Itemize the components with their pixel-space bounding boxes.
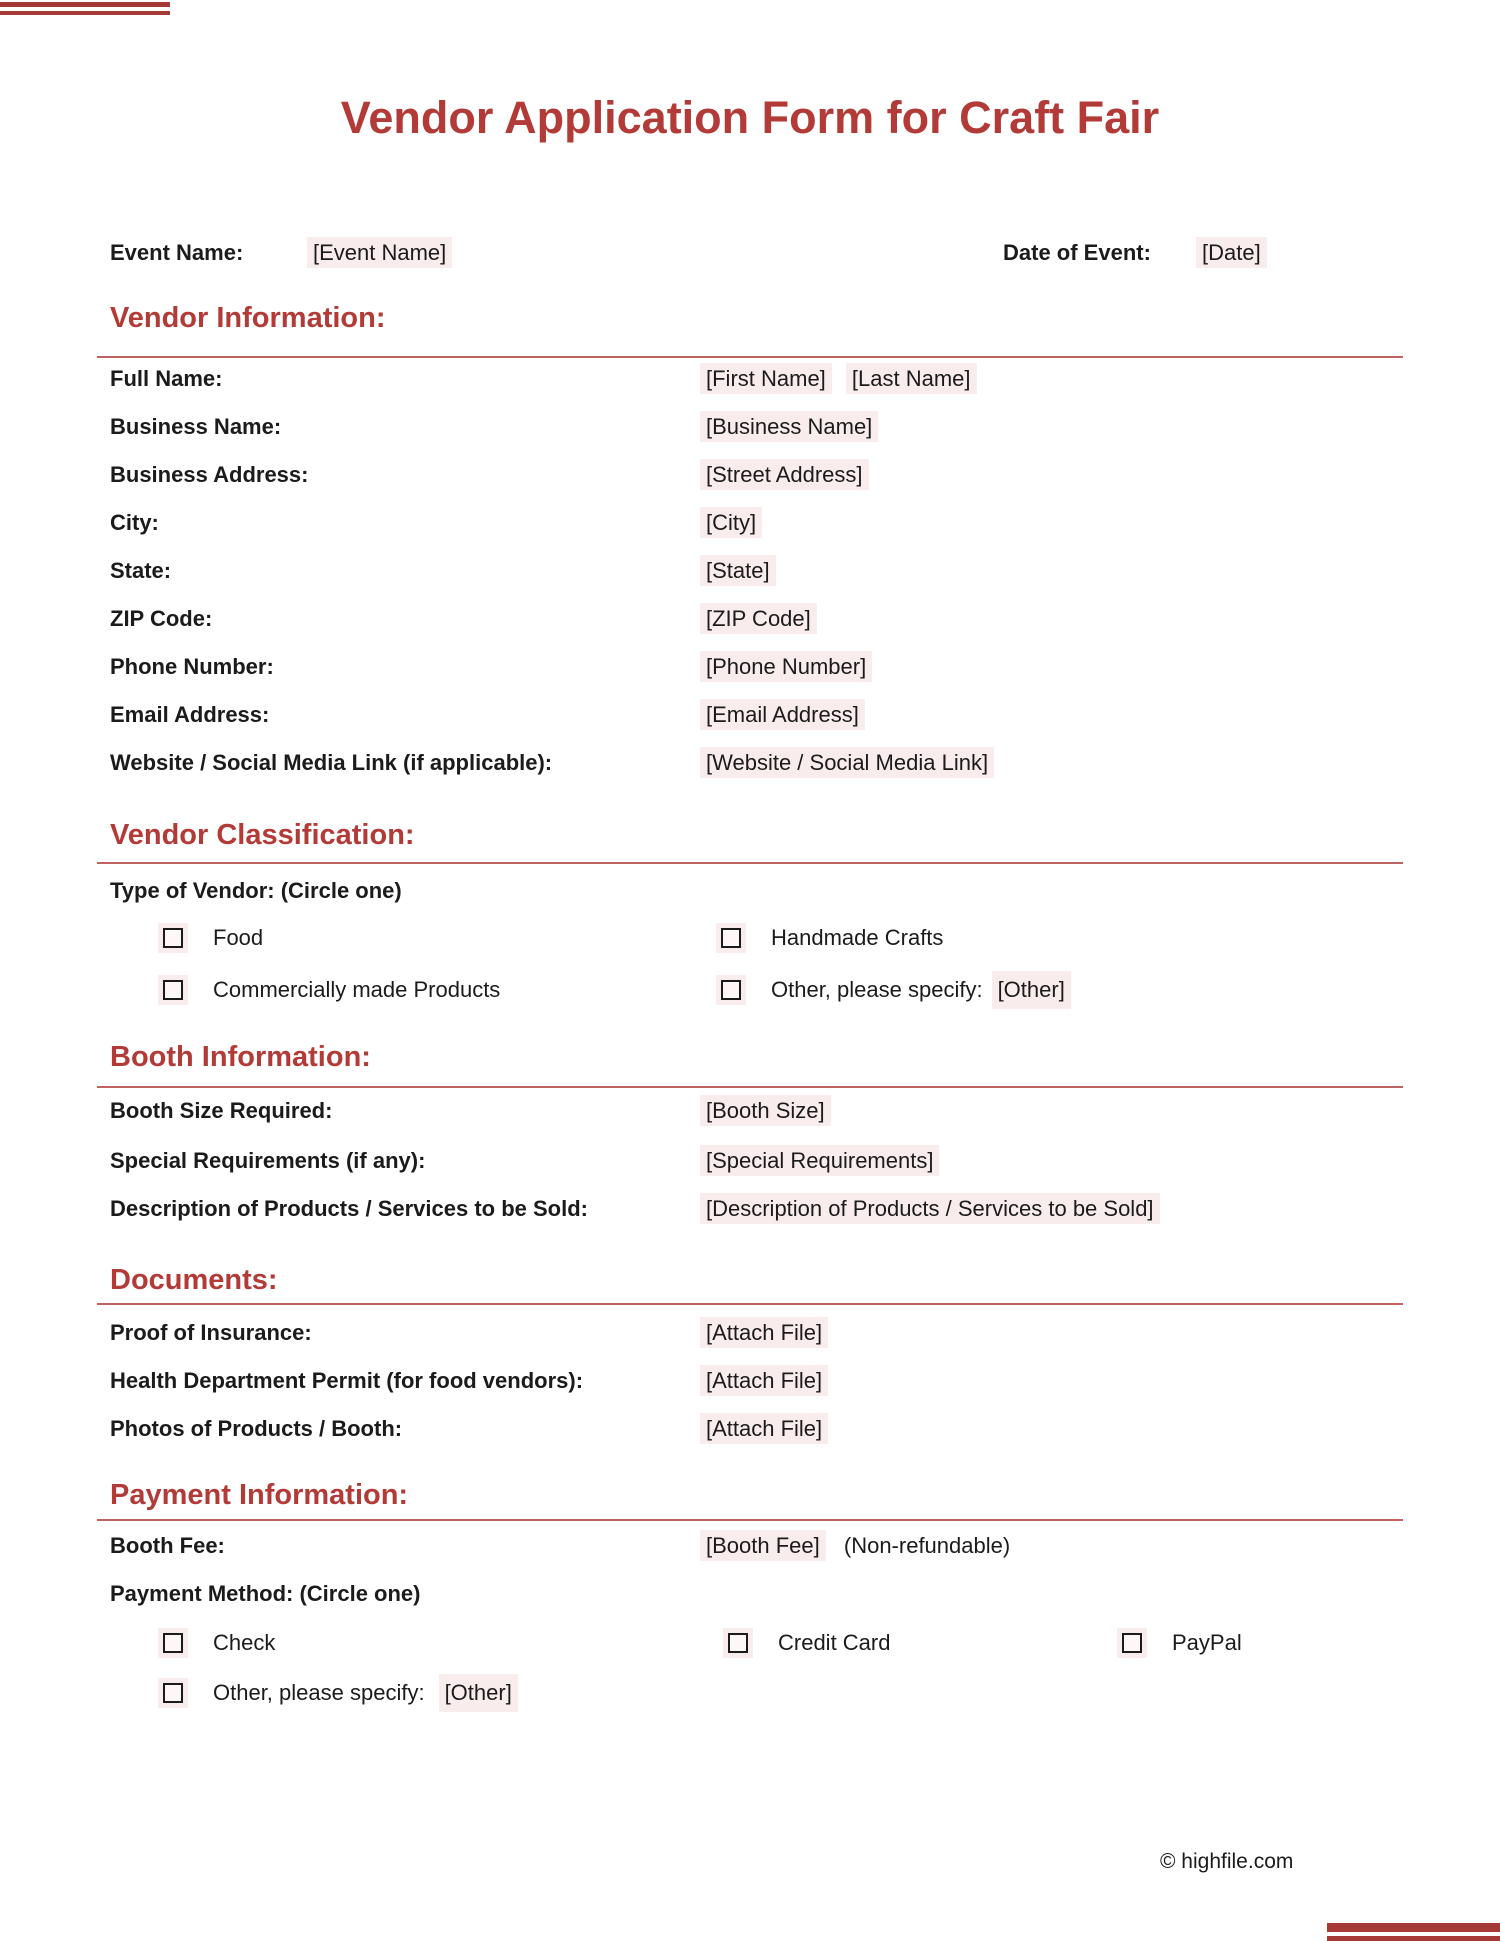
field-label-photos-booth: Photos of Products / Booth: — [110, 1416, 403, 1441]
field-label-full-name: Full Name: — [110, 366, 223, 391]
field-value-description-products[interactable]: [Description of Products / Services to be Sold] — [700, 1193, 1160, 1224]
field-value-business-name[interactable]: [Business Name] — [700, 411, 878, 442]
section-rule-payment-information — [97, 1519, 1403, 1521]
checkbox-classification-other-box — [721, 980, 741, 1000]
option-label-paypal: PayPal — [1172, 1630, 1242, 1655]
checkbox-paypal[interactable] — [1117, 1628, 1147, 1658]
field-row-website-social — [0, 747, 1500, 779]
field-label-city: City: — [110, 510, 159, 535]
checkbox-payment-other[interactable] — [158, 1678, 188, 1708]
event-name-field[interactable]: [Event Name] — [307, 237, 452, 268]
top-left-decor-bar-1 — [0, 2, 170, 7]
option-credit-card — [723, 1627, 890, 1659]
option-label-credit-card: Credit Card — [778, 1630, 891, 1655]
option-handmade-crafts — [716, 922, 943, 954]
top-left-decor-bar-2 — [0, 11, 170, 15]
field-label-phone-number: Phone Number: — [110, 654, 274, 679]
event-name-label: Event Name: — [110, 240, 244, 265]
section-heading-vendor-classification: Vendor Classification: — [110, 819, 415, 851]
option-label-handmade-crafts: Handmade Crafts — [771, 925, 944, 950]
field-label-zip-code: ZIP Code: — [110, 606, 213, 631]
option-label-commercially-made: Commercially made Products — [213, 977, 501, 1002]
field-row-phone-number — [0, 651, 1500, 683]
field-label-proof-of-insurance: Proof of Insurance: — [110, 1320, 312, 1345]
checkbox-commercially-made-box — [163, 980, 183, 1000]
checkbox-check-box — [163, 1633, 183, 1653]
field-value-email-address[interactable]: [Email Address] — [700, 699, 865, 730]
bottom-right-decor-bar-1 — [1327, 1923, 1500, 1932]
field-label-health-permit: Health Department Permit (for food vendors): — [110, 1368, 584, 1393]
option-label-check: Check — [213, 1630, 276, 1655]
checkbox-food[interactable] — [158, 923, 188, 953]
option-label-classification-other: Other, please specify: — [771, 977, 983, 1002]
option-label-food: Food — [213, 925, 264, 950]
field-value-classification-other[interactable]: [Other] — [992, 971, 1071, 1009]
field-label-booth-size: Booth Size Required: — [110, 1098, 333, 1123]
field-label-booth-fee: Booth Fee: — [110, 1533, 225, 1558]
field-value-booth-size[interactable]: [Booth Size] — [700, 1095, 831, 1126]
field-value-phone-number[interactable]: [Phone Number] — [700, 651, 872, 682]
field-label-website-social: Website / Social Media Link (if applicable): — [110, 750, 553, 775]
field-value-proof-of-insurance[interactable]: [Attach File] — [700, 1317, 828, 1348]
field-value-booth-fee[interactable]: [Booth Fee] — [700, 1530, 826, 1561]
option-commercially-made — [158, 974, 500, 1006]
event-row — [0, 237, 1500, 269]
section-rule-booth-information — [97, 1086, 1403, 1088]
option-label-payment-other: Other, please specify: — [213, 1680, 425, 1705]
field-value-zip-code[interactable]: [ZIP Code] — [700, 603, 817, 634]
field-row-email-address — [0, 699, 1500, 731]
event-date-label: Date of Event: — [1003, 240, 1151, 265]
field-value-city[interactable]: [City] — [700, 507, 762, 538]
checkbox-commercially-made[interactable] — [158, 975, 188, 1005]
option-paypal — [1117, 1627, 1242, 1659]
section-rule-vendor-information — [97, 356, 1403, 358]
field-row-proof-of-insurance — [0, 1317, 1500, 1349]
field-value-last-name[interactable]: [Last Name] — [846, 363, 977, 394]
field-value-first-name[interactable]: [First Name] — [700, 363, 832, 394]
field-label-description-products: Description of Products / Services to be Sold: — [110, 1196, 588, 1221]
section-rule-documents — [97, 1303, 1403, 1305]
section-rule-vendor-classification — [97, 862, 1403, 864]
field-row-business-address — [0, 459, 1500, 491]
field-row-photos-booth — [0, 1413, 1500, 1445]
field-row-city — [0, 507, 1500, 539]
option-check — [158, 1627, 275, 1659]
checkbox-classification-other[interactable] — [716, 975, 746, 1005]
checkbox-credit-card-box — [728, 1633, 748, 1653]
booth-fee-suffix: (Non-refundable) — [843, 1533, 1011, 1558]
field-row-full-name — [0, 363, 1500, 395]
field-value-street-address[interactable]: [Street Address] — [700, 459, 869, 490]
payment-method-row — [0, 1578, 1500, 1610]
section-heading-vendor-information: Vendor Information: — [110, 302, 386, 334]
field-label-email-address: Email Address: — [110, 702, 270, 727]
option-payment-other — [158, 1677, 518, 1709]
field-value-health-permit[interactable]: [Attach File] — [700, 1365, 828, 1396]
checkbox-check[interactable] — [158, 1628, 188, 1658]
field-label-special-requirements: Special Requirements (if any): — [110, 1148, 426, 1173]
field-row-state — [0, 555, 1500, 587]
field-value-special-requirements[interactable]: [Special Requirements] — [700, 1145, 939, 1176]
section-heading-payment-information: Payment Information: — [110, 1479, 409, 1511]
field-row-business-name — [0, 411, 1500, 443]
field-value-payment-other[interactable]: [Other] — [439, 1674, 518, 1712]
footer-credit: © highfile.com — [1160, 1850, 1294, 1873]
event-date-field[interactable]: [Date] — [1196, 237, 1267, 268]
option-food — [158, 922, 263, 954]
field-label-state: State: — [110, 558, 172, 583]
checkbox-food-box — [163, 928, 183, 948]
field-row-booth-size — [0, 1095, 1500, 1127]
section-heading-booth-information: Booth Information: — [110, 1041, 371, 1073]
checkbox-paypal-box — [1122, 1633, 1142, 1653]
field-row-special-requirements — [0, 1145, 1500, 1177]
field-row-health-permit — [0, 1365, 1500, 1397]
section-heading-documents: Documents: — [110, 1264, 278, 1296]
checkbox-credit-card[interactable] — [723, 1628, 753, 1658]
field-label-business-name: Business Name: — [110, 414, 282, 439]
field-value-state[interactable]: [State] — [700, 555, 776, 586]
checkbox-handmade-crafts-box — [721, 928, 741, 948]
field-label-business-address: Business Address: — [110, 462, 309, 487]
type-of-vendor-label: Type of Vendor: (Circle one) — [110, 878, 402, 903]
option-classification-other — [716, 974, 1071, 1006]
field-row-zip-code — [0, 603, 1500, 635]
field-value-photos-booth[interactable]: [Attach File] — [700, 1413, 828, 1444]
page-title: Vendor Application Form for Craft Fair — [340, 92, 1160, 143]
field-value-website-social[interactable]: [Website / Social Media Link] — [700, 747, 994, 778]
field-row-booth-fee — [0, 1530, 1500, 1562]
checkbox-handmade-crafts[interactable] — [716, 923, 746, 953]
checkbox-payment-other-box — [163, 1683, 183, 1703]
field-row-description-products — [0, 1193, 1500, 1225]
payment-method-label: Payment Method: (Circle one) — [110, 1581, 421, 1606]
bottom-right-decor-bar-2 — [1327, 1936, 1500, 1941]
type-of-vendor-row — [0, 875, 1500, 907]
